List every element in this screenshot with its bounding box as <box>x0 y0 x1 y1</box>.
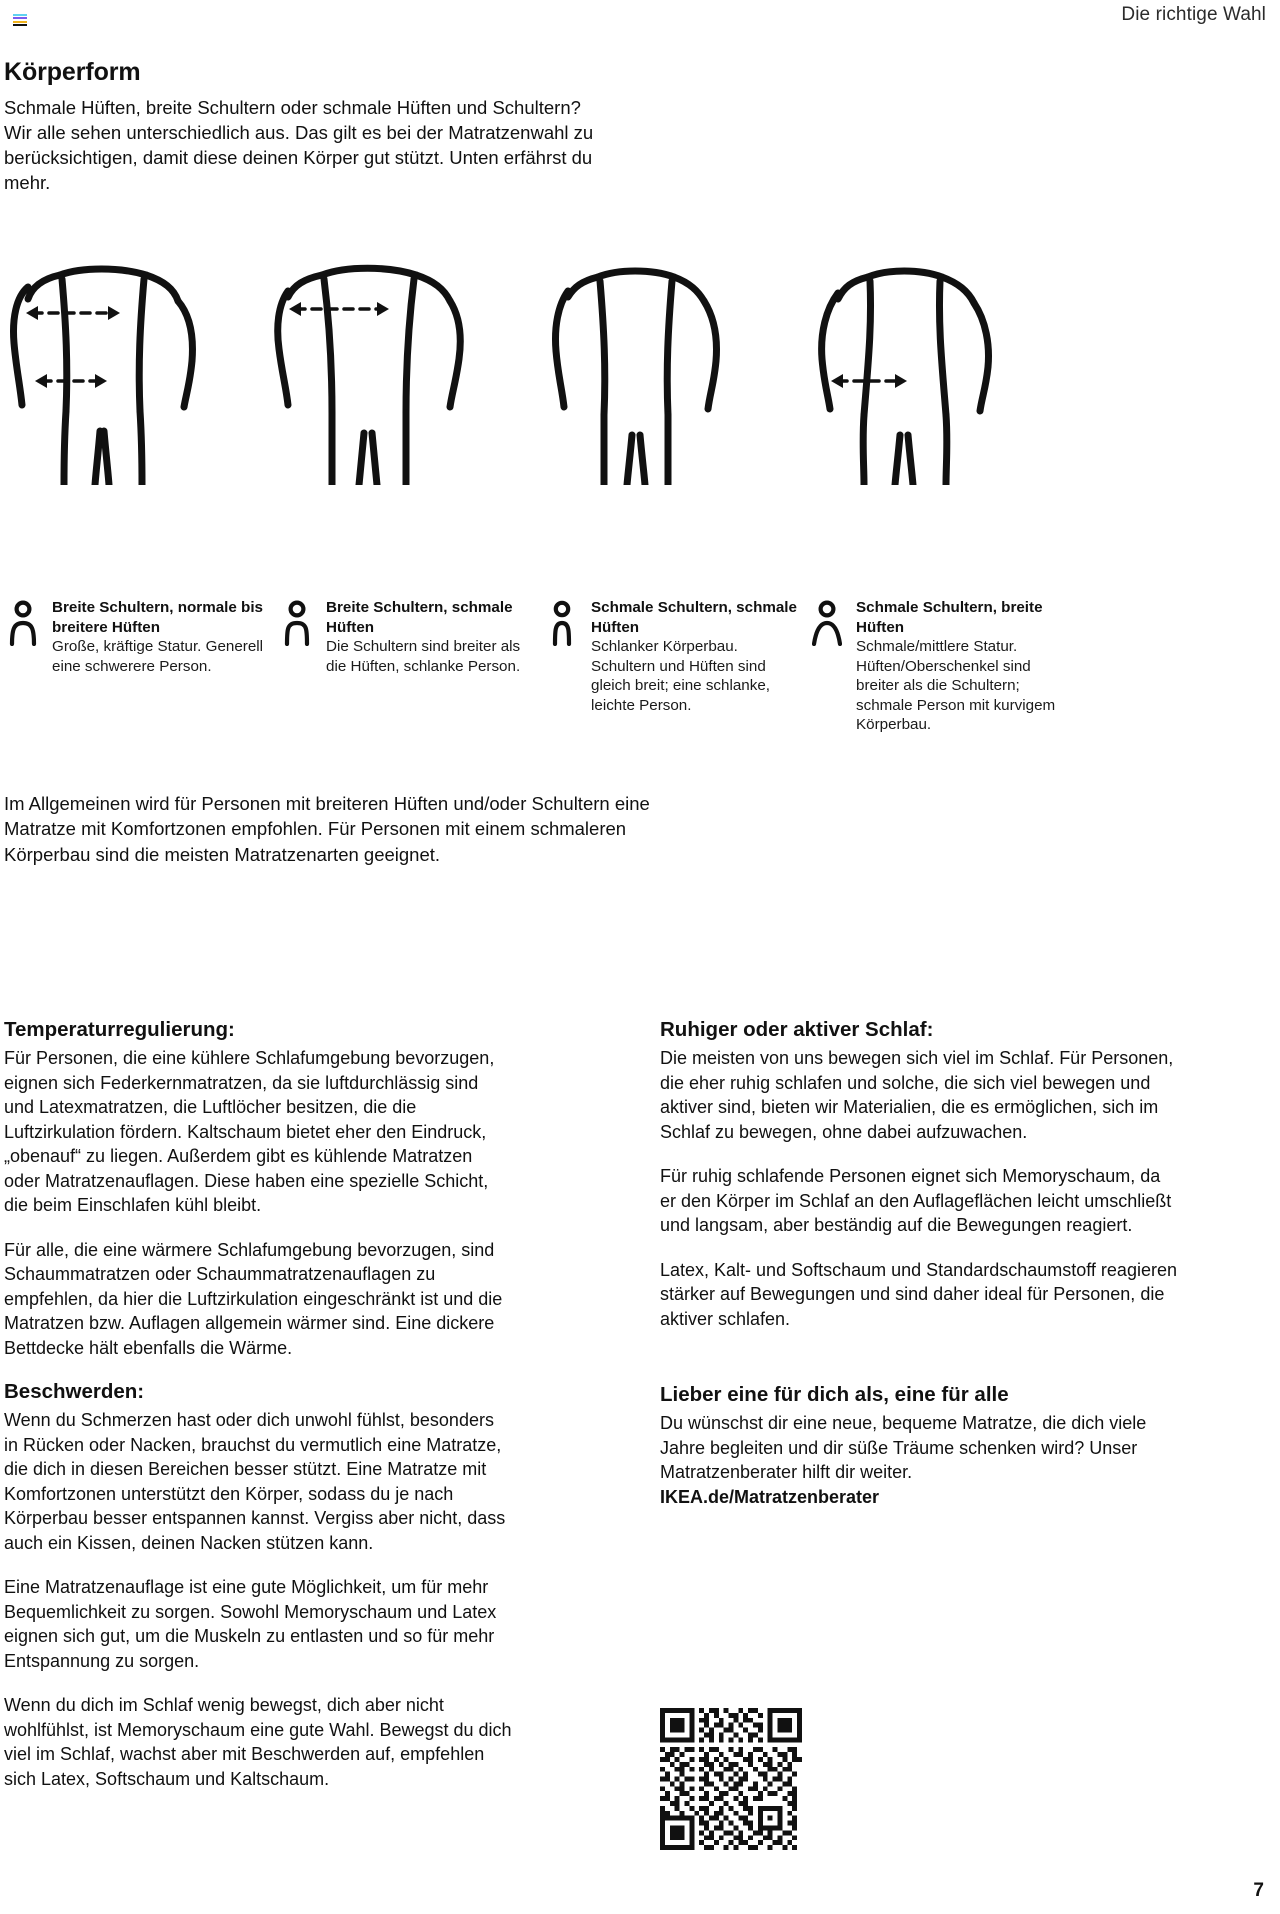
qr-code-matratzenberater[interactable] <box>660 1708 802 1850</box>
header-title: Die richtige Wahl <box>1121 4 1266 25</box>
body-figure-broad-shoulders-narrow-hips <box>266 235 531 485</box>
body-figure-row <box>0 235 1280 485</box>
sleep-paragraph-2: Für ruhig schlafende Personen eignet sich Memoryschaum, da er den Körper im Schlaf an den Auflageflächen leicht umschließt und langsam, aber beständig auf die Bewegungen reagiert. <box>660 1166 1172 1235</box>
temperature-heading: Temperaturregulierung: <box>4 1018 235 1041</box>
sleep-paragraph-3: Latex, Kalt- und Softschaum und Standardschaumstoff reagieren stärker auf Bewegungen und sind daher ideal für Personen, die aktiver schlafen. <box>660 1259 1177 1329</box>
caption-description: Schmale/mittlere Statur. Hüften/Oberschenkel sind breiter als die Schultern; schmale Person mit kurvigem Körperbau. <box>856 638 1056 733</box>
complaints-heading: Beschwerden: <box>4 1380 145 1403</box>
caption-description: Große, kräftige Statur. Generell eine schwerere Person. <box>52 638 264 675</box>
person-broad-shoulders-icon <box>8 598 42 646</box>
complaints-paragraph-2: Eine Matratzenauflage ist eine gute Möglichkeit, um für mehr Bequemlichkeit zu sorgen. Sowohl Memoryschaum und Latex eignen sich gut, um die Muskeln zu entlasten und so für mehr Entspannung zu sorgen. <box>4 1577 497 1671</box>
page-number: 7 <box>1253 1880 1264 1901</box>
cta-link[interactable]: IKEA.de/Matratzenberater <box>660 1486 880 1507</box>
cta-block <box>660 1383 1178 1509</box>
ikea-stacked-bars-icon <box>13 14 27 26</box>
caption-title: Breite Schultern, schmale Hüften <box>326 599 513 636</box>
cta-heading: Lieber eine für dich als, eine für alle <box>660 1383 1009 1406</box>
intro-paragraph: Schmale Hüften, breite Schultern oder schmale Hüften und Schultern? Wir alle sehen unterschiedlich aus. Das gilt es bei der Matratzenwahl zu berücksichtigen, damit diese deinen Körper gut stützt. Unten erfährst du mehr. <box>4 97 594 193</box>
caption-title: Schmale Schultern, schmale Hüften <box>591 599 797 636</box>
caption-title: Schmale Schultern, breite Hüften <box>856 599 1043 636</box>
caption-description: Die Schultern sind breiter als die Hüften, schlanke Person. <box>326 638 521 675</box>
body-figure-narrow-shoulders-broad-hips <box>798 235 1063 485</box>
complaints-paragraph-1: Wenn du Schmerzen hast oder dich unwohl fühlst, besonders in Rücken oder Nacken, brauchst du vermutlich eine Matratze, die dich in diesen Bereichen besser stützt. Eine Matratze mit Komfortzonen unterstützt den Körper, sodass du je nach Körperbau besser entspannen kannst. Vergiss aber nicht, dass auch ein Kissen, deinen Nacken stützen kann. <box>4 1410 506 1553</box>
person-broad-hips-icon <box>812 598 846 646</box>
person-narrow-icon <box>547 598 581 646</box>
cta-body: Du wünschst dir eine neue, bequeme Matratze, die dich viele Jahre begleiten und dir süße Träume schenken wird? Unser Matratzenberater hilft dir weiter. <box>660 1413 1147 1482</box>
caption-broad-shoulders-narrow-hips <box>282 598 538 676</box>
caption-broad-shoulders-normal-hips <box>8 598 264 676</box>
caption-narrow-shoulders-narrow-hips <box>547 598 803 715</box>
body-shape-section <box>4 58 624 195</box>
page-header <box>0 0 1280 36</box>
page-title: Körperform <box>4 58 141 86</box>
caption-narrow-shoulders-broad-hips <box>812 598 1068 735</box>
body-figure-broad-shoulders-normal-hips <box>0 235 265 485</box>
sleep-heading: Ruhiger oder aktiver Schlaf: <box>660 1018 934 1041</box>
summary-paragraph: Im Allgemeinen wird für Personen mit breiteren Hüften und/oder Schultern eine Matratze mit Komfortzonen empfohlen. Für Personen mit einem schmaleren Körperbau sind die meisten Matratzenarten geeignet. <box>4 792 650 865</box>
left-column <box>4 1018 512 1791</box>
person-broad-shoulders-narrow-hips-icon <box>282 598 316 646</box>
sleep-paragraph-1: Die meisten von uns bewegen sich viel im Schlaf. Für Personen, die eher ruhig schlafen und solche, die sich viel bewegen und aktiver sind, bieten wir Materialien, die es ermöglichen, sich im Schlaf zu bewegen, ohne dabei aufzuwachen. <box>660 1048 1174 1142</box>
temperature-paragraph-2: Für alle, die eine wärmere Schlafumgebung bevorzugen, sind Schaummatratzen oder Schaummatratzenauflagen zu empfehlen, da hier die Luftzirkulation eingeschränkt ist und die Matratzen bzw. Auflagen allgemein wärmer sind. Eine dickere Bettdecke hält ebenfalls die Wärme. <box>4 1239 503 1358</box>
temperature-paragraph-1: Für Personen, die eine kühlere Schlafumgebung bevorzugen, eignen sich Federkernmatratzen, da sie luftdurchlässig sind und Latexmatratzen, die Luftlöcher besitzen, die die Luftzirkulation fördern. Kaltschaum bietet eher den Eindruck, „obenauf“ zu liegen. Außerdem gibt es kühlende Matratzen oder Matratzenauflagen. Diese haben eine spezielle Schicht, die beim Einschlafen kühl bleibt. <box>4 1048 495 1215</box>
caption-title: Breite Schultern, normale bis breitere Hüften <box>52 599 263 636</box>
complaints-paragraph-3: Wenn du dich im Schlaf wenig bewegst, dich aber nicht wohlfühlst, ist Memoryschaum eine gute Wahl. Bewegst du dich viel im Schlaf, wachst aber mit Beschwerden auf, empfehlen sich Latex, Softschaum und Kaltschaum. <box>4 1695 512 1789</box>
right-column <box>660 1018 1178 1509</box>
caption-description: Schlanker Körperbau. Schultern und Hüften sind gleich breit; eine schlanke, leichte Person. <box>591 638 770 714</box>
body-figure-narrow-shoulders-narrow-hips <box>532 235 797 485</box>
